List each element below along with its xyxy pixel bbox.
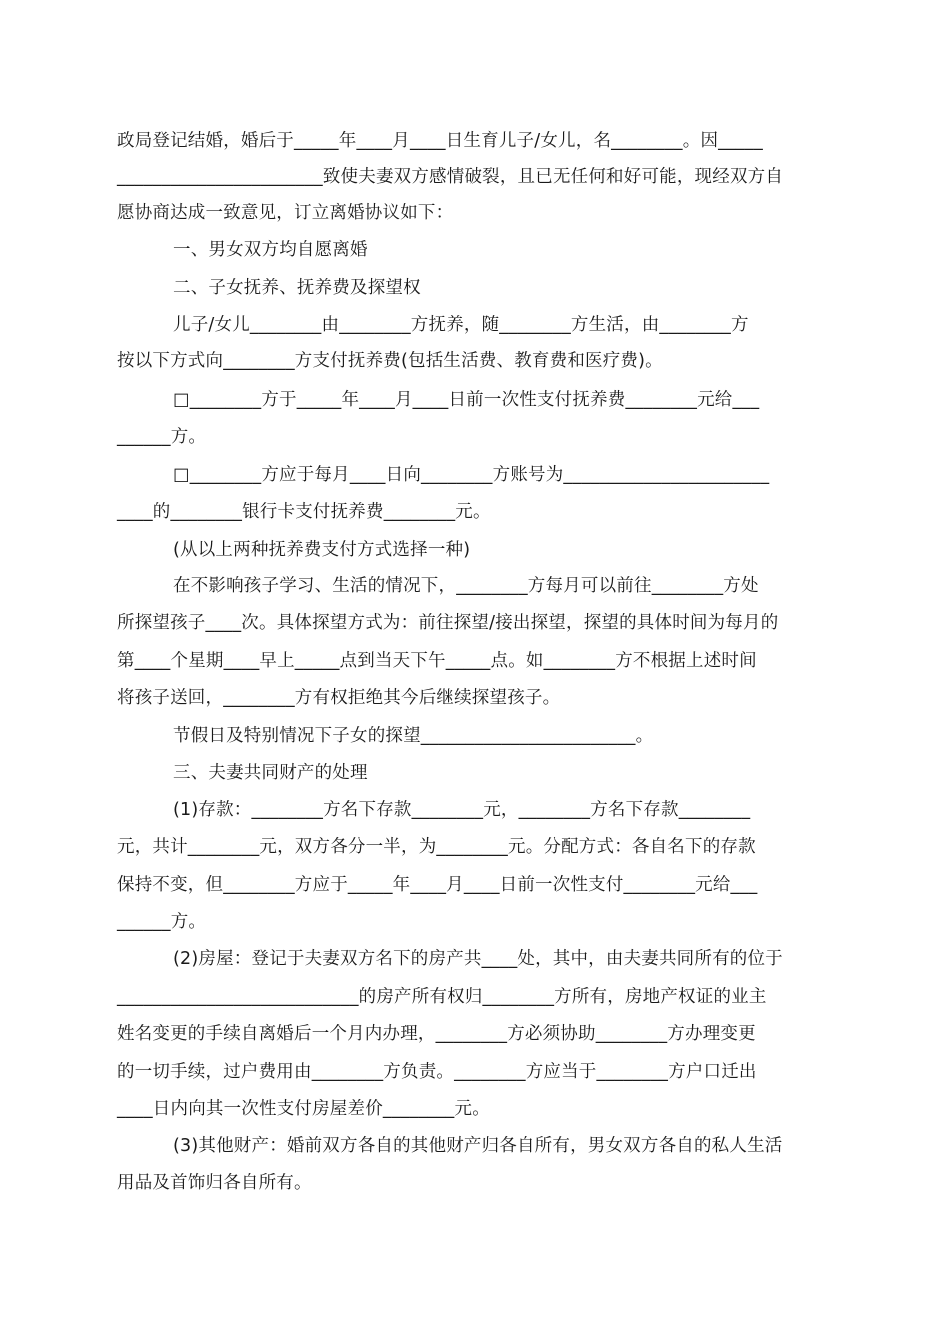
text-line: 用品及首饰归各自所有。 [117, 1173, 312, 1193]
text-line: (2)房屋：登记于夫妻双方名下的房产共____处，其中，由夫妻共同所有的位于 [173, 949, 783, 969]
text-line: ____日内向其一次性支付房屋差价________元。 [117, 1099, 490, 1119]
text-line: ______方。 [117, 912, 207, 932]
text-line: 节假日及特别情况下子女的探望________________________。 [173, 726, 654, 746]
text-line: 姓名变更的手续自离婚后一个月内办理，________方必须协助________方办理变更 [117, 1024, 756, 1044]
text-line: 元，共计________元，双方各分一半，为________元。分配方式：各自名下的存款 [117, 837, 756, 857]
text-line: (1)存款：________方名下存款________元，________方名下存款________ [173, 800, 751, 820]
text-line: 按以下方式向________方支付抚养费(包括生活费、教育费和医疗费)。 [117, 351, 663, 371]
text-line: 的一切手续，过户费用由________方负责。________方应当于________方户口迁出 [117, 1062, 757, 1082]
text-line: (从以上两种抚养费支付方式选择一种) [173, 540, 471, 560]
text-line: 愿协商达成一致意见，订立离婚协议如下： [117, 203, 454, 223]
text-line: _______________________致使夫妻双方感情破裂，且已无任何和好可能，现经双方自 [117, 167, 784, 187]
text-line: ______方。 [117, 427, 207, 447]
text-line: 在不影响孩子学习、生活的情况下，________方每月可以前往________方处 [173, 576, 759, 596]
text-line: ___________________________的房产所有权归________方所有，房地产权证的业主 [117, 987, 767, 1007]
section-heading: 三、夫妻共同财产的处理 [173, 763, 368, 783]
text-line: 将孩子送回，________方有权拒绝其今后继续探望孩子。 [117, 688, 561, 708]
checkbox-option-line: □________方应于每月____日向________方账号为_______________________ [173, 465, 770, 485]
section-heading: 一、男女双方均自愿离婚 [173, 240, 368, 260]
section-heading: 二、子女抚养、抚养费及探望权 [173, 278, 421, 298]
text-line: 第____个星期____早上_____点到当天下午_____点。如________方不根据上述时间 [117, 651, 757, 671]
text-line: 保持不变，但________方应于_____年____月____日前一次性支付________元给___ [117, 875, 758, 895]
text-line: 所探望孩子____次。具体探望方式为：前往探望/接出探望，探望的具体时间为每月的 [117, 613, 779, 633]
text-line: 儿子/女儿________由________方抚养，随________方生活，由________方 [173, 315, 749, 335]
text-line: ____的________银行卡支付抚养费________元。 [117, 502, 491, 522]
checkbox-option-line: □________方于_____年____月____日前一次性支付抚养费________元给___ [173, 390, 760, 410]
text-line: (3)其他财产：婚前双方各自的其他财产归各自所有，男女双方各自的私人生活 [173, 1136, 783, 1156]
text-line: 政局登记结婚，婚后于_____年____月____日生育儿子/女儿，名________。因_____ [117, 131, 763, 151]
